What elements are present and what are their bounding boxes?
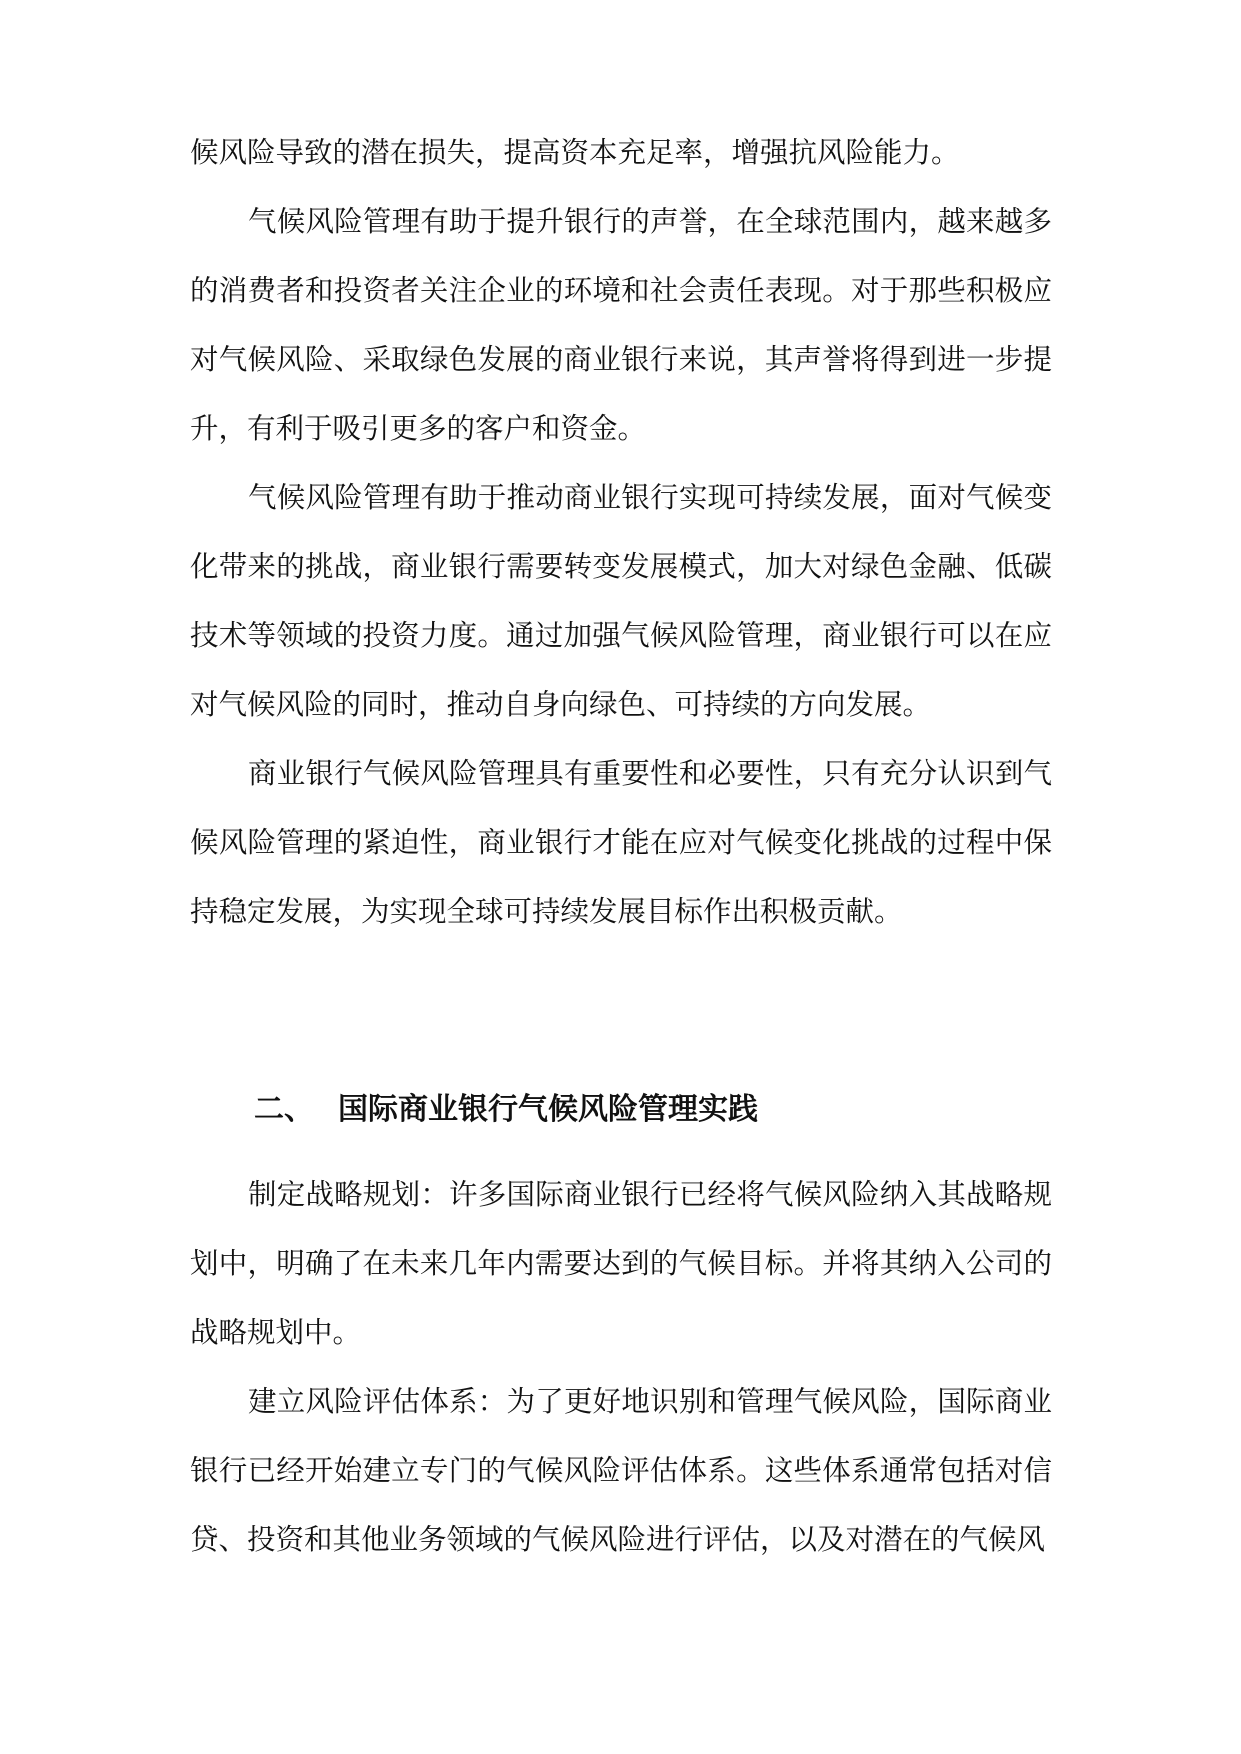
section-number: 二、 <box>254 1092 314 1127</box>
section-title: 国际商业银行气候风险管理实践 <box>338 1092 758 1127</box>
paragraph-continuation: 候风险导致的潜在损失，提高资本充足率，增强抗风险能力。 <box>190 136 960 169</box>
section-heading <box>254 1084 758 1128</box>
paragraph-reputation: 气候风险管理有助于提升银行的声誉，在全球范围内，越来越多的消费者和投资者关注企业的环境和社会责任表现。对于那些积极应对气候风险、采取绿色发展的商业银行来说，其声誉将得到进一步提升，有利于吸引更多的客户和资金。 <box>190 205 1052 445</box>
paragraph-risk-assessment: 建立风险评估体系：为了更好地识别和管理气候风险，国际商业银行已经开始建立专门的气候风险评估体系。这些体系通常包括对信贷、投资和其他业务领域的气候风险进行评估，以及对潜在的气候风 <box>190 1385 1052 1556</box>
paragraph-sustainability: 气候风险管理有助于推动商业银行实现可持续发展，面对气候变化带来的挑战，商业银行需要转变发展模式，加大对绿色金融、低碳技术等领域的投资力度。通过加强气候风险管理，商业银行可以在应对气候风险的同时，推动自身向绿色、可持续的方向发展。 <box>190 481 1052 721</box>
paragraph-conclusion: 商业银行气候风险管理具有重要性和必要性，只有充分认识到气候风险管理的紧迫性，商业银行才能在应对气候变化挑战的过程中保持稳定发展，为实现全球可持续发展目标作出积极贡献。 <box>190 757 1052 928</box>
paragraph-strategy: 制定战略规划：许多国际商业银行已经将气候风险纳入其战略规划中，明确了在未来几年内需要达到的气候目标。并将其纳入公司的战略规划中。 <box>190 1178 1052 1349</box>
